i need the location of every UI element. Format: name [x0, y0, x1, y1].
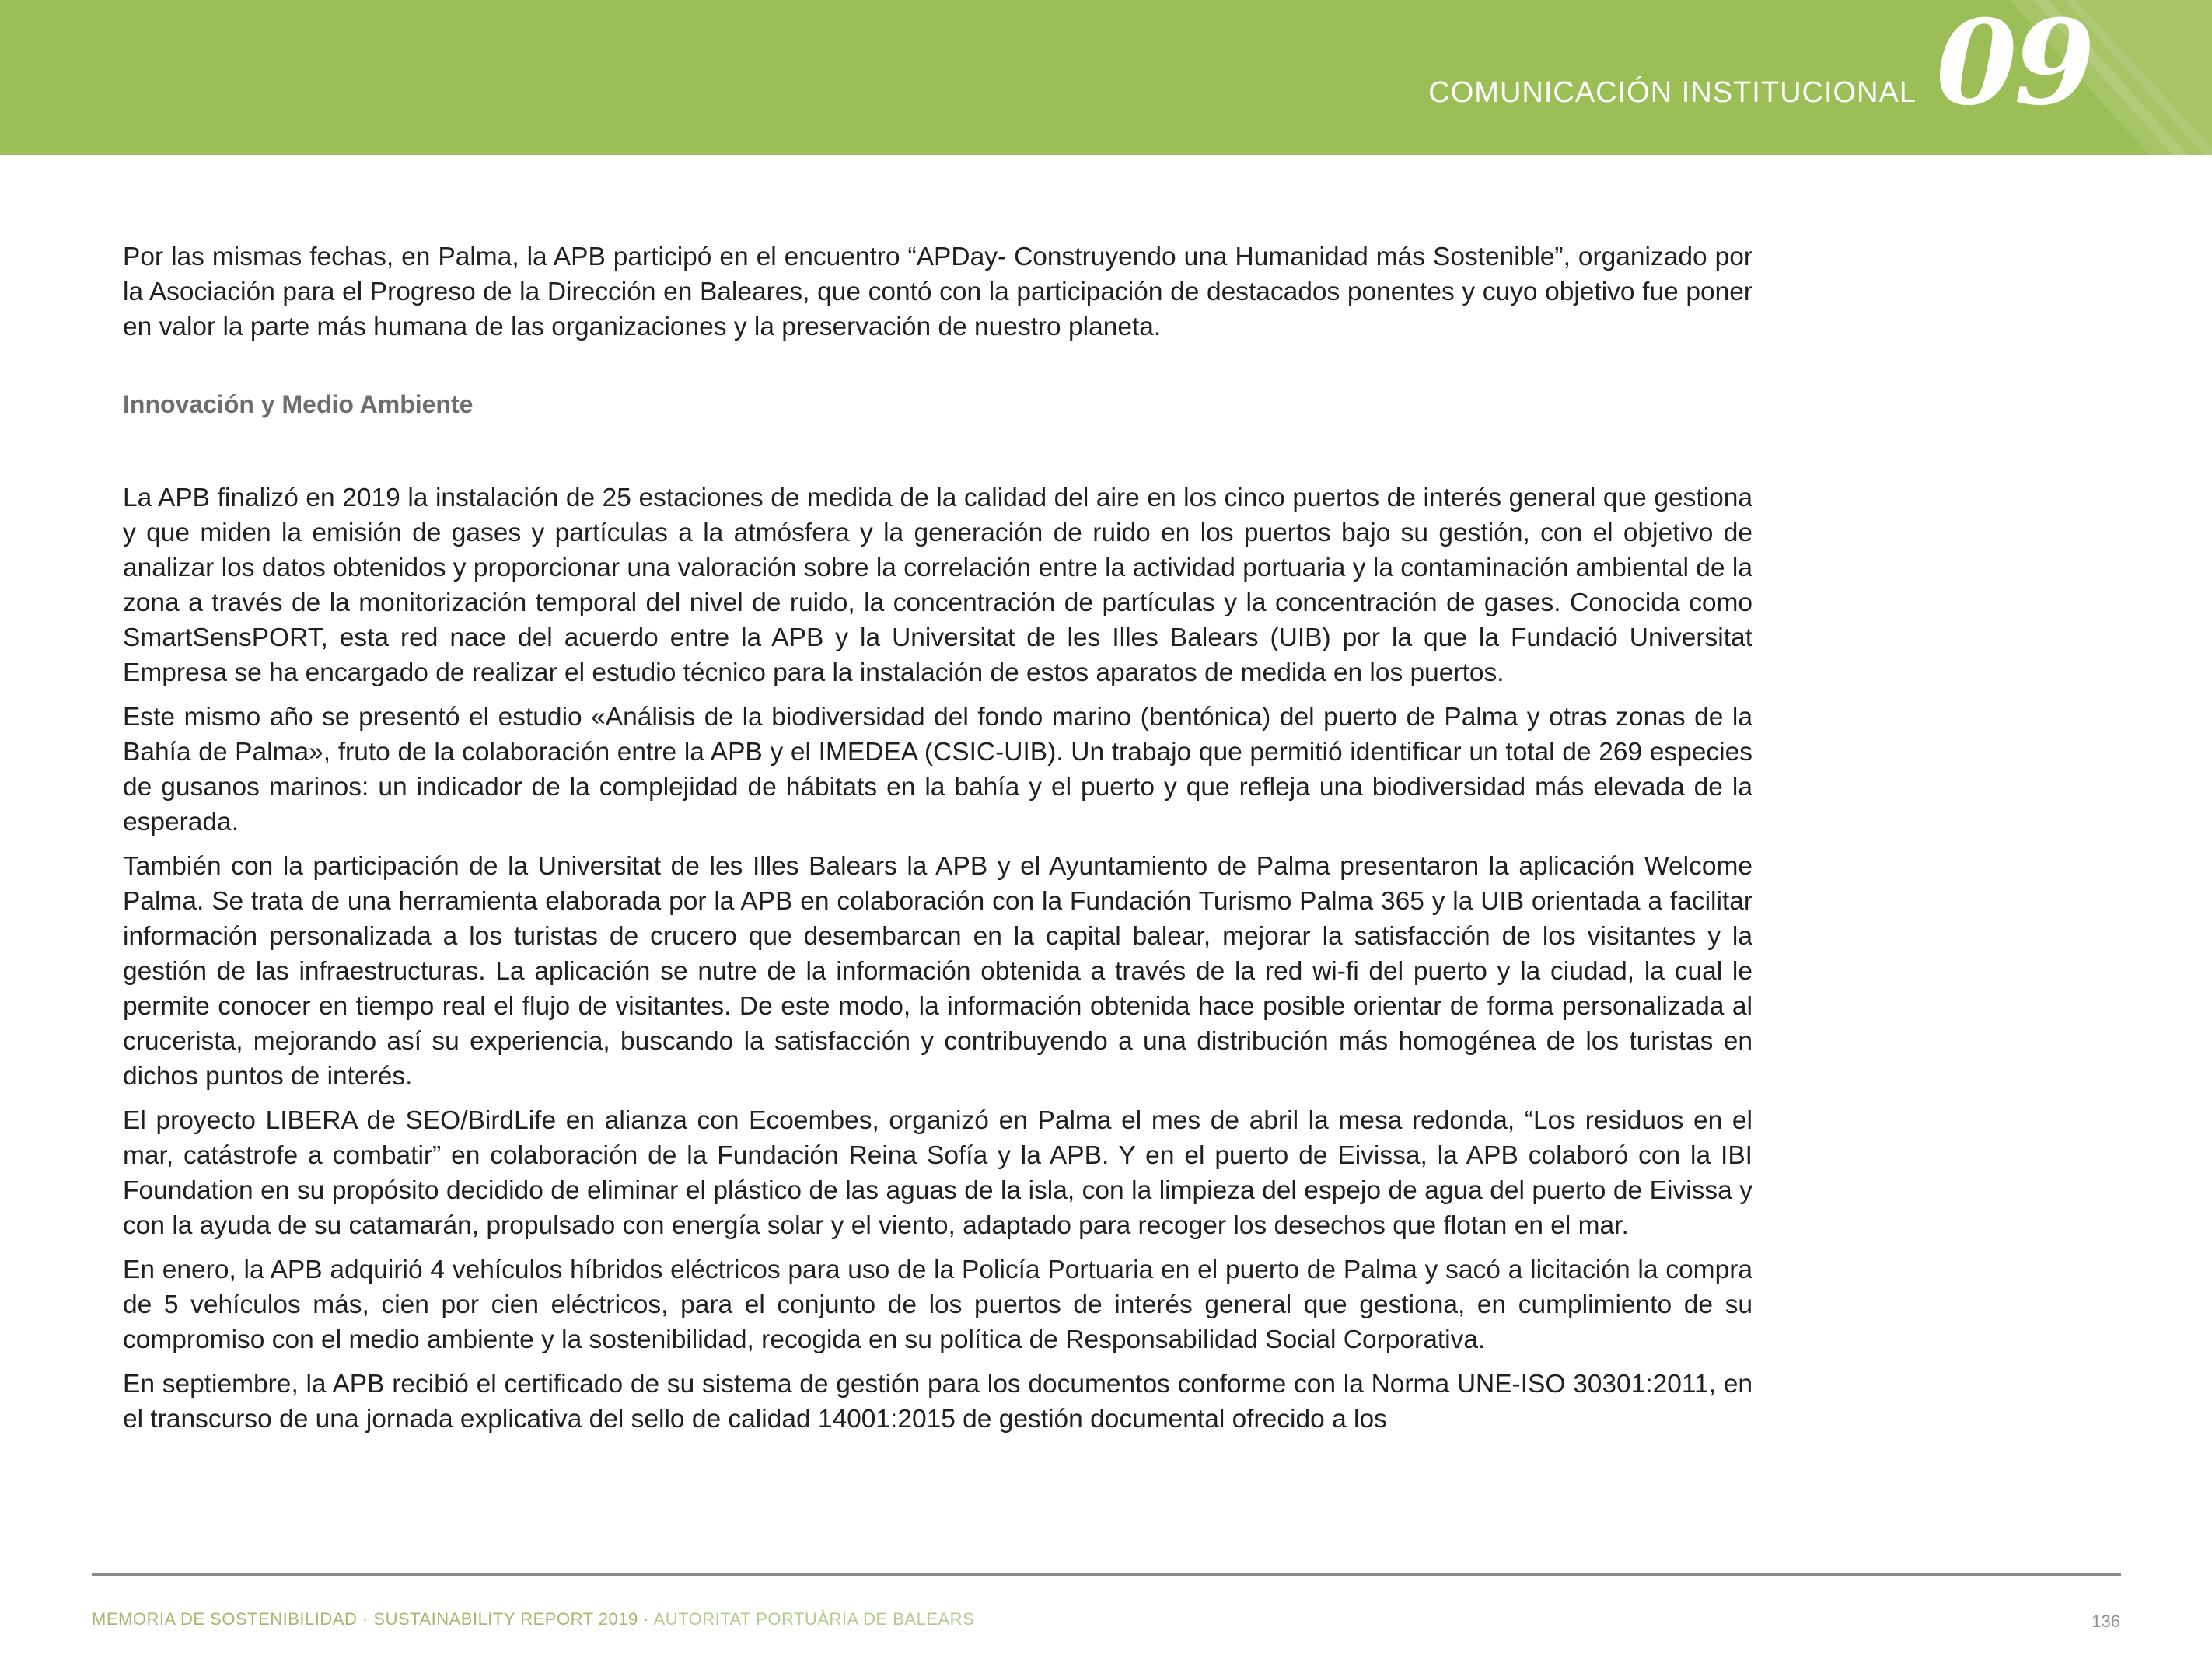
chapter-number: 09: [1936, 0, 2092, 131]
footer-report-part-2: SUSTAINABILITY REPORT 2019 ·: [373, 1609, 654, 1629]
body-paragraph-air-quality: La APB finalizó en 2019 la instalación de 25 estaciones de medida de la calidad del aire en los cinco puertos de interés general que gestiona y que miden la emisión de gases y partículas a la atmósfera y la generación de ruido en los puertos bajo su gestión, con el objetivo de analizar los datos obtenidos y proporcionar una valoración sobre la correlación entre la actividad portuaria y la contaminación ambiental de la zona a través de la monitorización temporal del nivel de ruido, la concentración de partículas y la concentración de gases. Conocida como SmartSensPORT, esta red nace del acuerdo entre la APB y la Universitat de les Illes Balears (UIB) por la que la Fundació Universitat Empresa se ha encargado de realizar el estudio técnico para la instalación de estos aparatos de medida en los puertos.: [123, 484, 1752, 687]
footer-divider: [92, 1573, 2121, 1576]
body-paragraph-welcome-palma: También con la participación de la Universitat de les Illes Balears la APB y el Ayuntamiento de Palma presentaron la aplicación Welcome Palma. Se trata de una herramienta elaborada por la APB en colaboración con la Fundación Turismo Palma 365 y la UIB orientada a facilitar información personalizada a los turistas de crucero que desembarcan en la capital balear, mejorar la satisfacción de los visitantes y la gestión de las infraestructuras. La aplicación se nutre de la información obtenida a través de la red wi-fi del puerto y la ciudad, la cual le permite conocer en tiempo real el flujo de visitantes. De este modo, la información obtenida hace posible orientar de forma personalizada al crucerista, mejorando así su experiencia, buscando la satisfacción y contribuyendo a una distribución más homogénea de los turistas en dichos puntos de interés.: [123, 852, 1752, 1091]
section-title: COMUNICACIÓN INSTITUCIONAL: [1428, 76, 1917, 109]
body-paragraph-certificate: En septiembre, la APB recibió el certificado de su sistema de gestión para los documentos conforme con la Norma UNE-ISO 30301:2011, en el transcurso de una jornada explicativa del sello de calidad 14001:2015 de gestión documental ofrecido a los: [123, 1370, 1752, 1434]
footer-report-title: [92, 1609, 974, 1629]
body-paragraph-biodiversity: Este mismo año se presentó el estudio «Análisis de la biodiversidad del fondo marino (bentónica) del puerto de Palma y otras zonas de la Bahía de Palma», fruto de la colaboración entre la APB y el IMEDEA (CSIC-UIB). Un trabajo que permitió identificar un total de 269 especies de gusanos marinos: un indicador de la complejidad de hábitats en la bahía y el puerto y que refleja una biodiversidad más elevada de la esperada.: [123, 703, 1752, 836]
footer-report-part-3: AUTORITAT PORTUÀRIA DE BALEARS: [653, 1609, 975, 1629]
header-band: [0, 0, 2212, 155]
body-paragraph-vehicles: En enero, la APB adquirió 4 vehículos híbridos eléctricos para uso de la Policía Portuaria en el puerto de Palma y sacó a licitación la compra de 5 vehículos más, cien por cien eléctricos, para el conjunto de los puertos de interés general que gestiona, en cumplimiento de su compromiso con el medio ambiente y la sostenibilidad, recogida en su política de Responsabilidad Social Corporativa.: [123, 1256, 1752, 1354]
body-paragraph-libera: El proyecto LIBERA de SEO/BirdLife en alianza con Ecoembes, organizó en Palma el mes de abril la mesa redonda, “Los residuos en el mar, catástrofe a combatir” en colaboración de la Fundación Reina Sofía y la APB. Y en el puerto de Eivissa, la APB colaboró con la IBI Foundation en su propósito decidido de eliminar el plástico de las aguas de la isla, con la limpieza del espejo de agua del puerto de Eivissa y con la ayuda de su catamarán, propulsado con energía solar y el viento, adaptado para recoger los desechos que flotan en el mar.: [123, 1106, 1752, 1240]
main-content: [123, 239, 1752, 1446]
intro-paragraph: Por las mismas fechas, en Palma, la APB participó en el encuentro “APDay- Construyendo una Humanidad más Sostenible”, organizado por la Asociación para el Progreso de la Dirección en Baleares, que contó con la participación de destacados ponentes y cuyo objetivo fue poner en valor la parte más humana de las organizaciones y la preservación de nuestro planeta.: [123, 243, 1752, 341]
section-heading: Innovación y Medio Ambiente: [123, 390, 474, 418]
page-number: 136: [2091, 1612, 2120, 1631]
footer-report-part-1: MEMORIA DE SOSTENIBILIDAD ·: [92, 1609, 374, 1629]
